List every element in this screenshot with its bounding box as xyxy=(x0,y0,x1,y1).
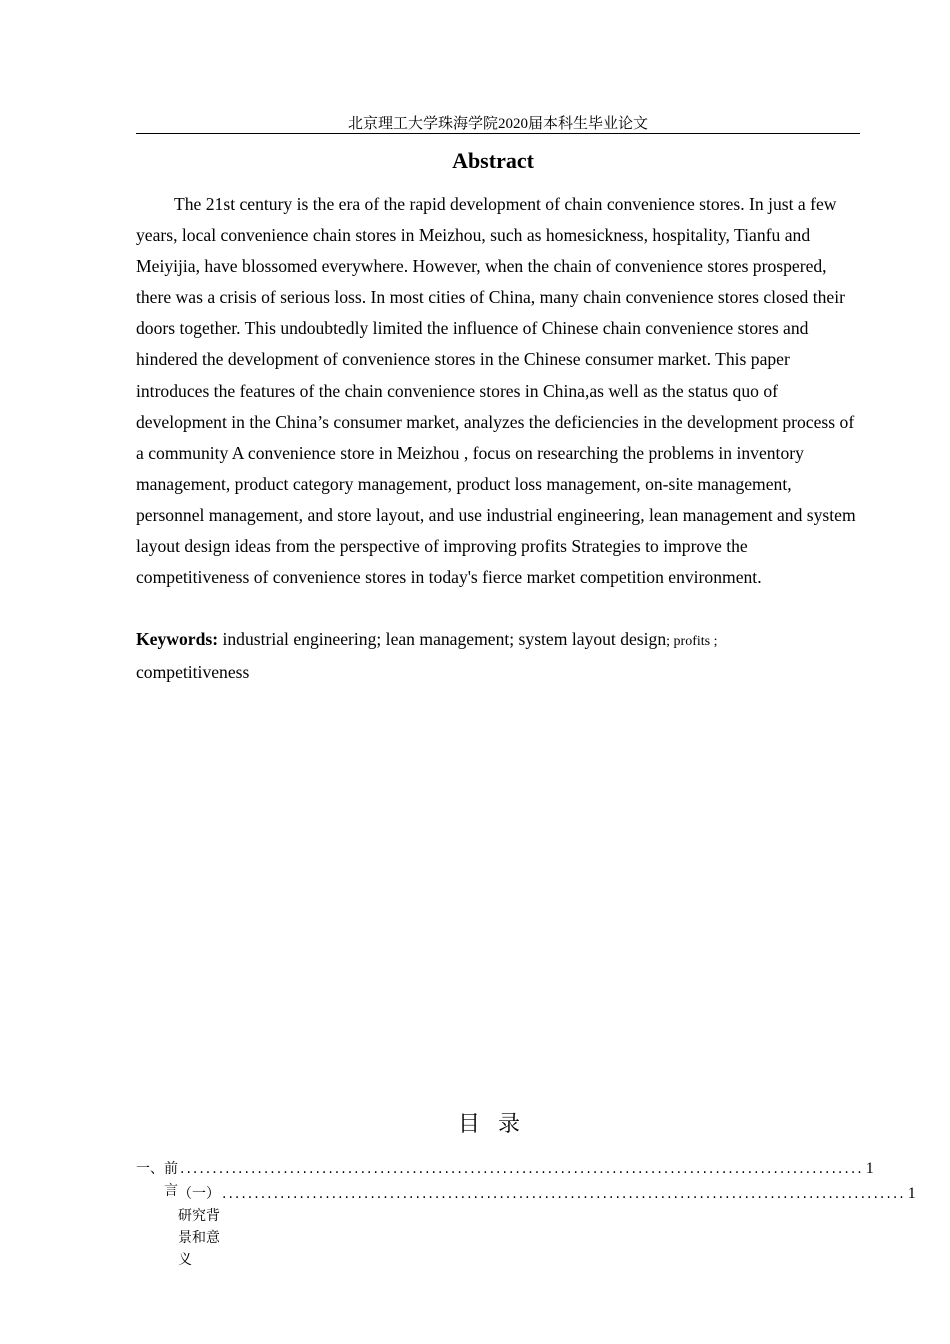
header-rule xyxy=(136,133,860,134)
keywords-label: Keywords: xyxy=(136,629,219,649)
toc-entry-number: 一、 xyxy=(136,1161,164,1177)
keywords-small: ; profits ; xyxy=(666,634,718,649)
abstract-body: The 21st century is the era of the rapid development of chain convenience stores. In just a few years, local convenience chain stores in Meizhou, such as homesickness, hospitality, Tianfu and Meiyijia, have blossomed everywhere. However, when the chain of convenience stores prospered, there was a crisis of serious loss. In most cities of China, many chain convenience stores closed their doors together. This undoubtedly limited the influence of Chinese chain convenience stores and hindered the development of convenience stores in the Chinese consumer market. This paper introduces the features of the chain convenience stores in China,as well as the status quo of development in the China’s consumer market, analyzes the deficiencies in the development process of a community A convenience store in Meizhou , focus on researching the problems in inventory management, product category management, product loss management, on-site management, personnel management, and store layout, and use industrial engineering, lean management and system layout design ideas from the perspective of improving profits Strategies to improve the competitiveness of convenience stores in today's fierce market competition environment. xyxy=(136,194,856,588)
toc-leader-dots: .......................................................................................................... xyxy=(180,1161,864,1177)
toc-entry-page: 1 xyxy=(907,1185,916,1202)
toc-title: 目录 xyxy=(457,1112,538,1137)
toc-leader-dots: .......................................................................................................... xyxy=(222,1186,906,1202)
keywords-tail: competitiveness xyxy=(136,662,250,683)
abstract-title: Abstract xyxy=(452,148,534,173)
toc-entry[interactable] xyxy=(178,1183,916,1271)
keywords-line xyxy=(136,624,860,688)
page-header: 北京理工大学珠海学院2020届本科生毕业论文 xyxy=(347,116,648,132)
toc-entry-page: 1 xyxy=(865,1160,874,1177)
toc-entry-label: 前言 xyxy=(164,1161,178,1199)
keywords-main: industrial engineering; lean management; system layout design xyxy=(218,629,667,649)
toc-entry-label: （一）研究背景和意义 xyxy=(178,1186,220,1268)
